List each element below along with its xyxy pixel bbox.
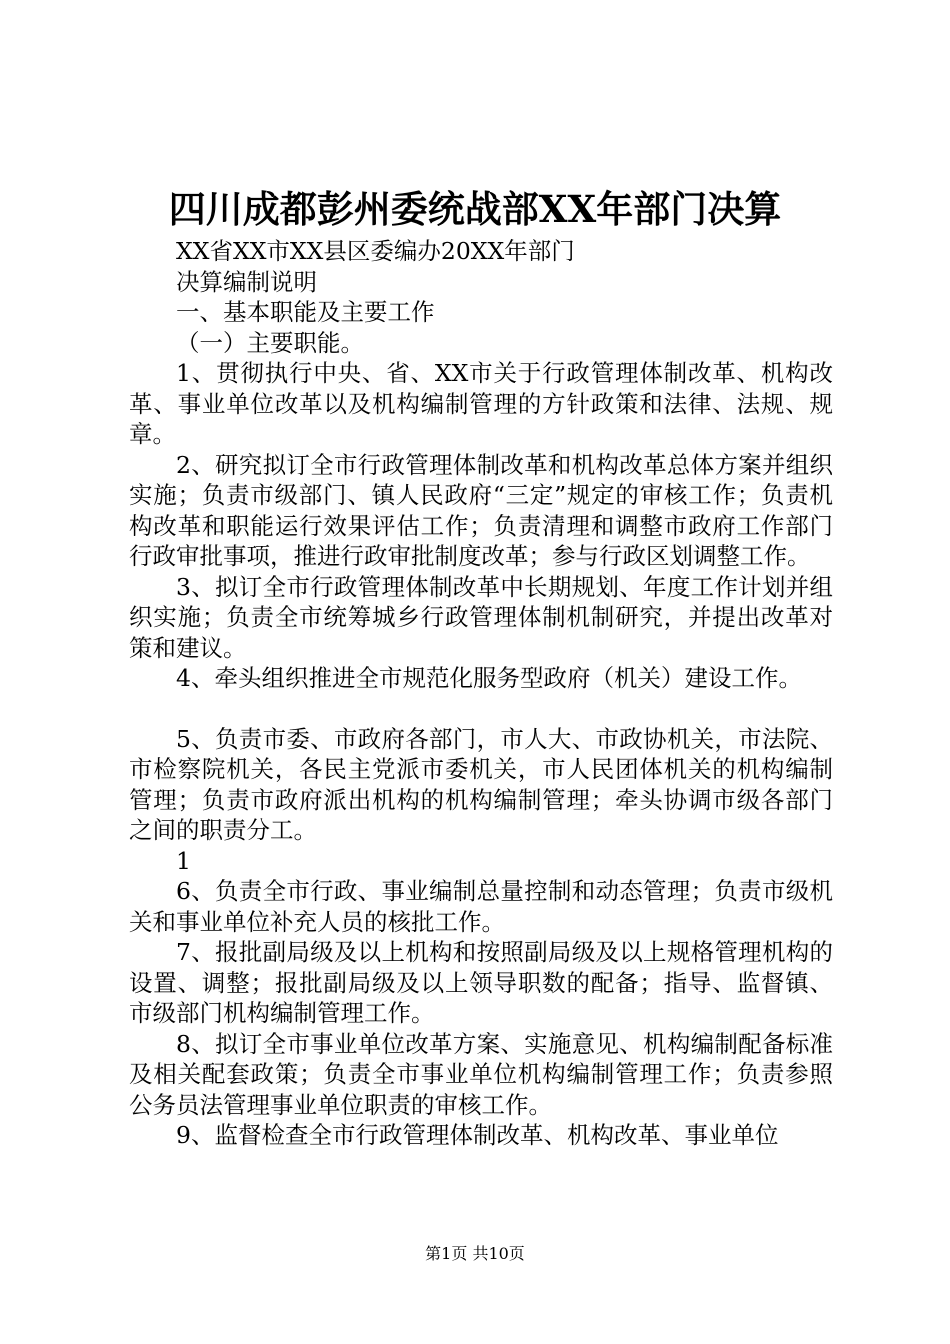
paragraph-item-3: 3、拟订全市行政管理体制改革中长期规划、年度工作计划并组织实施；负责全市统筹城乡行政管理体制机制研究，并提出改革对策和建议。 <box>129 572 833 662</box>
document-body <box>129 236 833 1151</box>
paragraph-item-2: 2、研究拟订全市行政管理体制改革和机构改革总体方案并组织实施；负责市级部门、镇人民政府“三定”规定的审核工作；负责机构改革和职能运行效果评估工作；负责清理和调整市政府工作部门行政审批事项，推进行政审批制度改革；参与行政区划调整工作。 <box>129 450 833 570</box>
paragraph-item-7: 7、报批副局级及以上机构和按照副局级及以上规格管理机构的设置、调整；报批副局级及以上领导职数的配备；指导、监督镇、市级部门机构编制管理工作。 <box>129 938 833 1027</box>
document-title: 四川成都彭州委统战部XX年部门决算 <box>168 187 782 231</box>
section-heading: 一、基本职能及主要工作 <box>176 298 435 326</box>
paragraph-item-5: 5、负责市委、市政府各部门，市人大、市政协机关，市法院、市检察院机关，各民主党派市委机关，市人民团体机关的机构编制管理；负责市政府派出机构的机构编制管理；牵头协调市级各部门之间的职责分工。 <box>129 724 833 844</box>
paragraph-item-1: 1、贯彻执行中央、省、XX市关于行政管理体制改革、机构改革、事业单位改革以及机构编制管理的方针政策和法律、法规、规章。 <box>129 359 833 448</box>
subsection-heading: （一）主要职能。 <box>176 328 364 357</box>
paragraph-item-6: 6、负责全市行政、事业编制总量控制和动态管理；负责市级机关和事业单位补充人员的核批工作。 <box>129 877 833 936</box>
paragraph-heading-line-2: 决算编制说明 <box>176 267 317 296</box>
paragraph-item-4: 4、牵头组织推进全市规范化服务型政府（机关）建设工作。 <box>176 664 802 692</box>
inline-page-number: 1 <box>176 846 191 875</box>
paragraph-item-9: 9、监督检查全市行政管理体制改革、机构改革、事业单位 <box>176 1121 779 1149</box>
paragraph-item-8: 8、拟订全市事业单位改革方案、实施意见、机构编制配备标准及相关配套政策；负责全市事业单位机构编制管理工作；负责参照公务员法管理事业单位职责的审核工作。 <box>129 1029 833 1119</box>
paragraph-heading-line-1: XX省XX市XX县区委编办20XX年部门 <box>176 237 575 265</box>
page-footer: 第1页 共10页 <box>425 1244 525 1263</box>
